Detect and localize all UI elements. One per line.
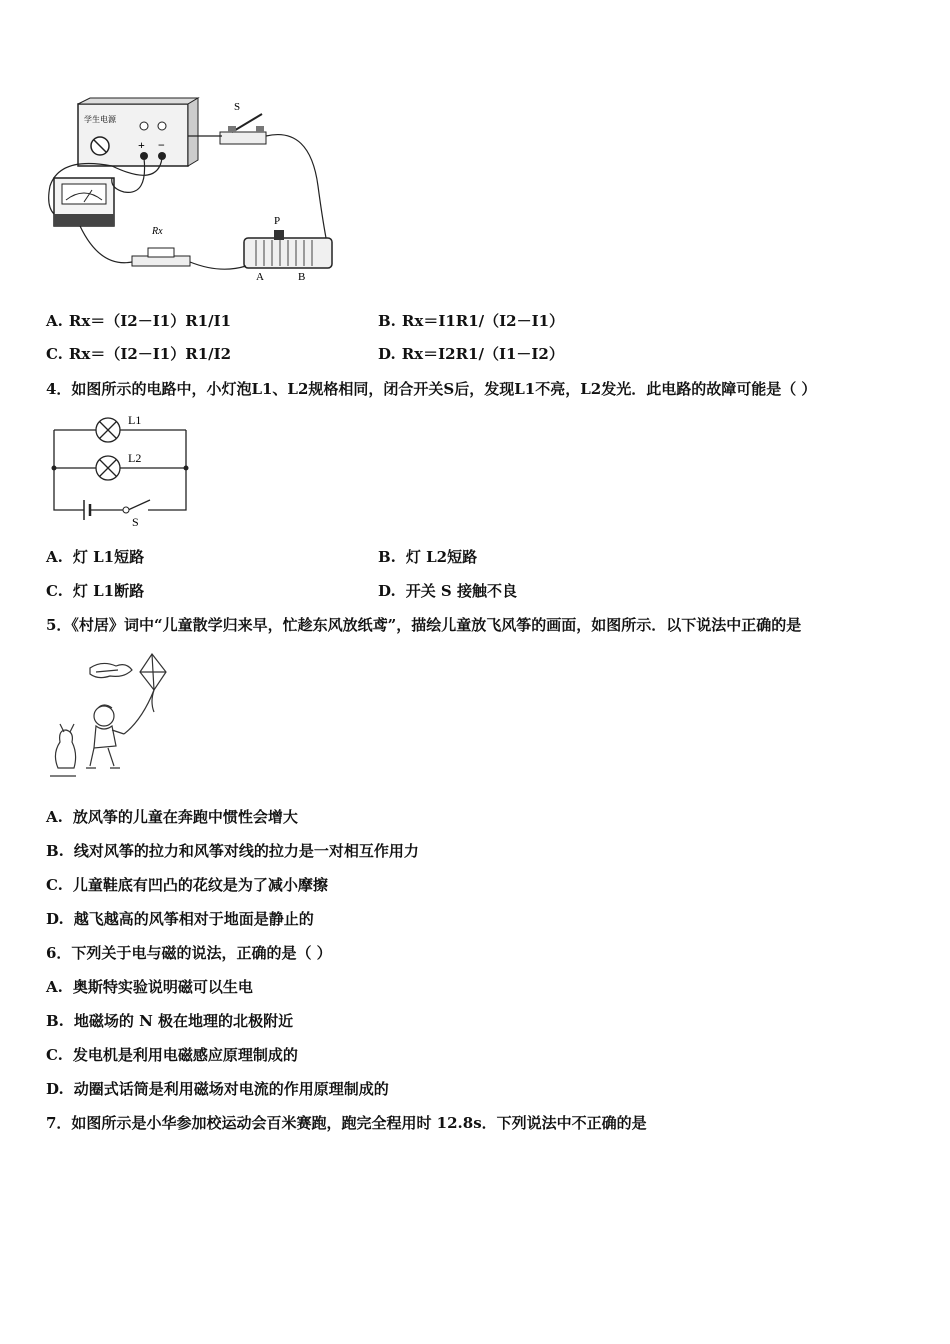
q3-option-c[interactable]: C. Rx＝（I2－I1）R1/I2 [46,345,232,363]
q5-kite-figure [46,650,176,780]
q7-stem: 7．如图所示是小华参加校运动会百米赛跑，跑完全程用时 12.8s．下列说法中不正确的是 [46,1114,647,1132]
q5-option-b[interactable]: B. 线对风筝的拉力和风筝对线的拉力是一对相互作用力 [46,842,419,860]
rx-label: Rx [152,226,163,237]
svg-text:+: + [138,138,145,152]
slider-label-p: P [274,215,281,227]
switch-label-s: S [132,515,139,528]
q6-stem: 6．下列关于电与磁的说法，正确的是（ ） [46,944,332,962]
q6-option-c[interactable]: C. 发电机是利用电磁感应原理制成的 [46,1046,298,1064]
q6-option-d[interactable]: D. 动圈式话筒是利用磁场对电流的作用原理制成的 [46,1080,389,1098]
q3-option-b[interactable]: B. Rx＝I1R1/（I2－I1） [378,312,565,330]
end-label-b: B [298,271,306,283]
q4-option-b[interactable]: B. 灯 L2短路 [378,548,478,566]
q3-circuit-figure [40,96,340,286]
q5-option-d[interactable]: D. 越飞越高的风筝相对于地面是静止的 [46,910,314,928]
q4-option-c[interactable]: C. 灯 L1断路 [46,582,145,600]
lamp-label-l1: L1 [128,413,142,427]
lamp-label-l2: L2 [128,451,142,465]
q4-circuit-figure [44,408,194,528]
supply-label: 学生电源 [84,115,116,124]
end-label-a: A [256,271,264,283]
q4-option-a[interactable]: A. 灯 L1短路 [46,548,145,566]
q6-option-a[interactable]: A. 奥斯特实验说明磁可以生电 [46,978,253,996]
q5-option-a[interactable]: A. 放风筝的儿童在奔跑中惯性会增大 [46,808,298,826]
q6-option-b[interactable]: B. 地磁场的 N 极在地理的北极附近 [46,1012,294,1030]
q5-stem: 5．《村居》词中“儿童散学归来早，忙趁东风放纸鸢”，描绘儿童放飞风筝的画面，如图所示．以下说法中正确的是 [46,616,802,634]
switch-label-s: S [234,101,241,113]
q3-option-d[interactable]: D. Rx＝I2R1/（I1－I2） [378,345,564,363]
svg-text:−: − [158,138,165,152]
q5-option-c[interactable]: C. 儿童鞋底有凹凸的花纹是为了减小摩擦 [46,876,328,894]
q4-stem: 4．如图所示的电路中，小灯泡L1、L2规格相同，闭合开关S后，发现L1不亮，L2发光．此电路的故障可能是（ ） [46,380,817,398]
q3-option-a[interactable]: A. Rx＝（I2－I1）R1/I1 [46,312,232,330]
q4-option-d[interactable]: D. 开关 S 接触不良 [378,582,517,600]
